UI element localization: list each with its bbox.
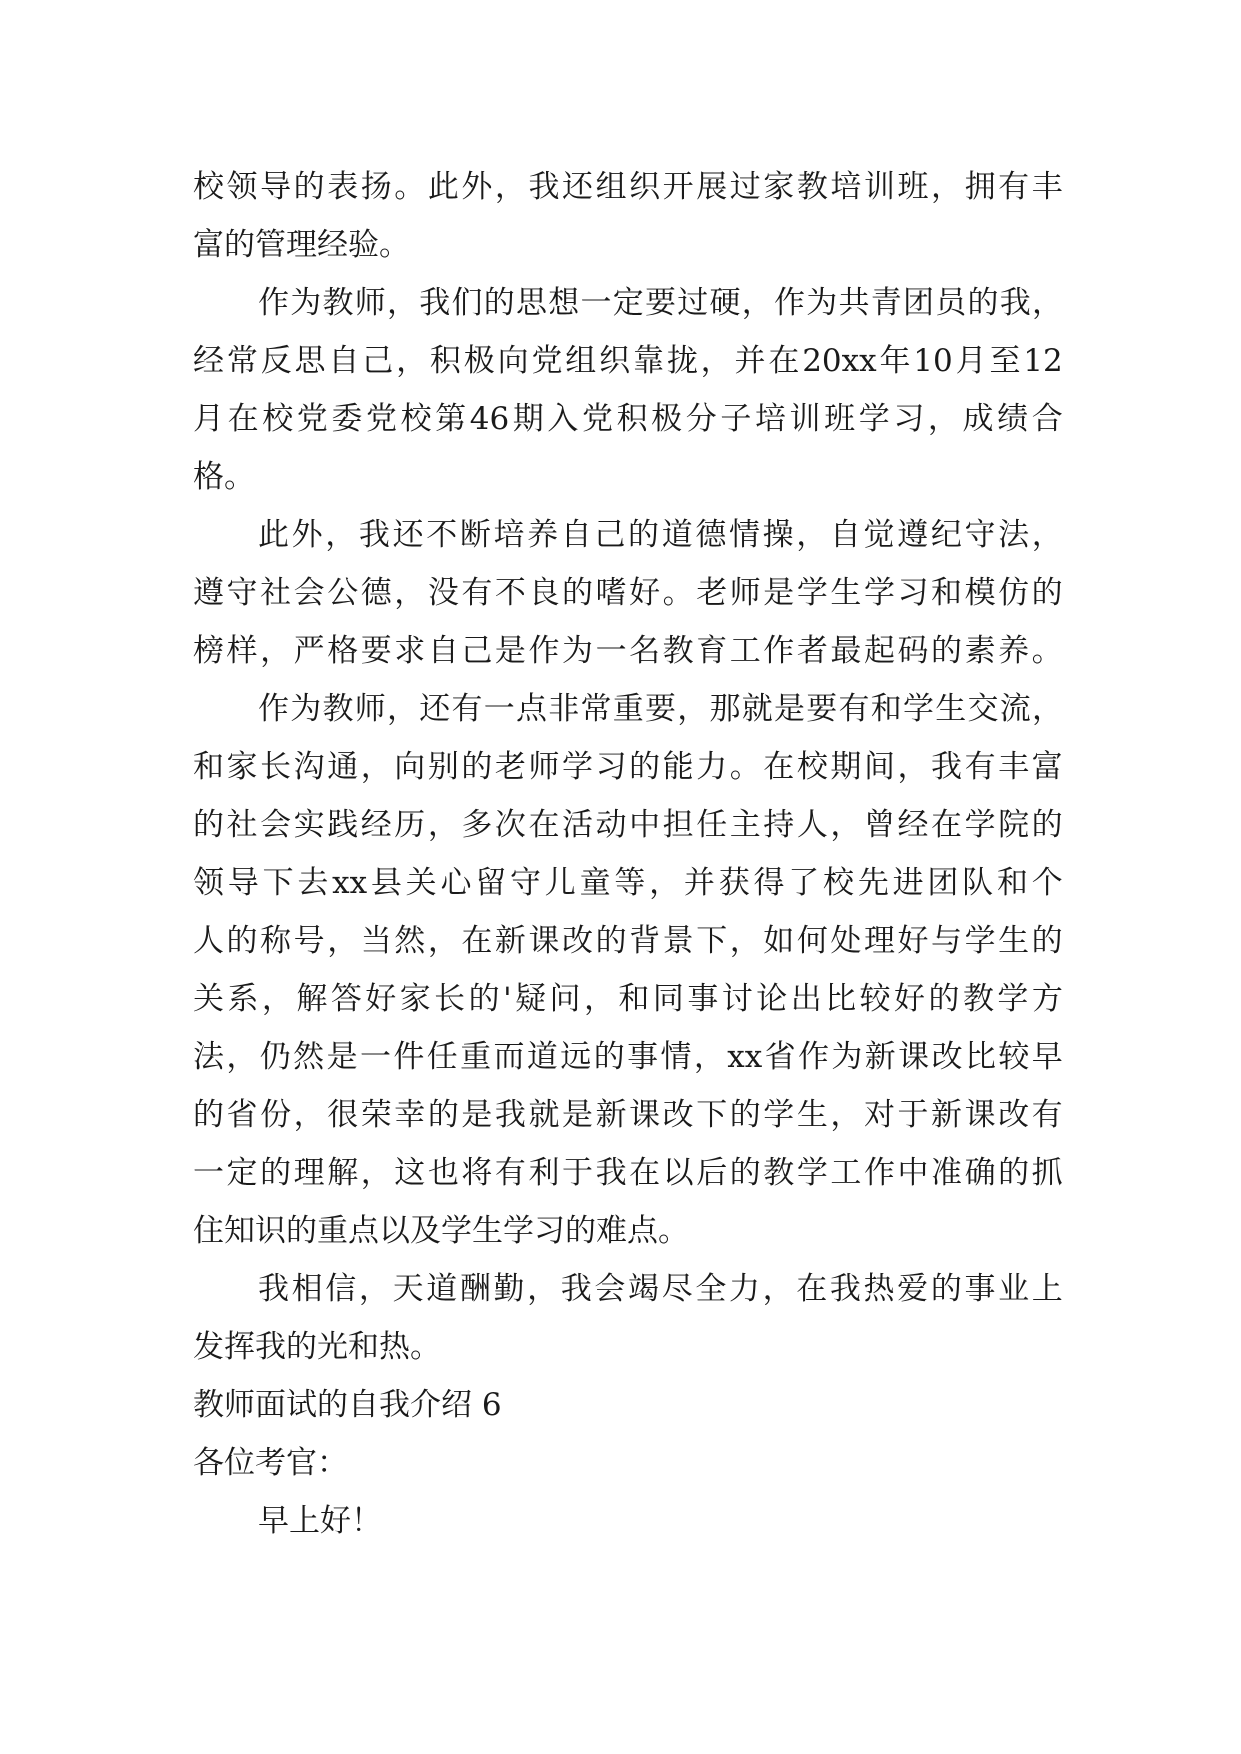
text-line: 的 社 会 实 践 经 历 ， 多 次 在 活 动 中 担 任 主 持 人 ， 曾 经 在 学 院 的 — [193, 807, 1063, 843]
text-line: 关 系 ， 解 答 好 家 长 的 ' 疑 问 ， 和 同 事 讨 论 出 比 较 好 的 教 学 方 — [193, 981, 1063, 1017]
text-line: 领 导 下 去 xx 县 关 心 留 守 儿 童 等 ， 并 获 得 了 校 先 进 团 队 和 个 — [193, 865, 1063, 901]
text-line: 此 外 ， 我 还 不 断 培 养 自 己 的 道 德 情 操 ， 自 觉 遵 纪 守 法 ， — [258, 517, 1063, 553]
text-line: 早上好！ — [258, 1503, 382, 1539]
text-line: 格。 — [193, 459, 255, 495]
text-line: 月 在 校 党 委 党 校 第 46 期 入 党 积 极 分 子 培 训 班 学 习 ， 成 绩 合 — [193, 401, 1063, 437]
text-line: 法 ， 仍 然 是 一 件 任 重 而 道 远 的 事 情 ， xx 省 作 为 新 课 改 比 较 早 — [193, 1039, 1063, 1075]
text-line: 一 定 的 理 解 ， 这 也 将 有 利 于 我 在 以 后 的 教 学 工 作 中 准 确 的 抓 — [193, 1155, 1063, 1191]
text-line: 富的管理经验。 — [193, 227, 410, 263]
text-line: 的 省 份 ， 很 荣 幸 的 是 我 就 是 新 课 改 下 的 学 生 ， 对 于 新 课 改 有 — [193, 1097, 1063, 1133]
text-line: 各位考官： — [193, 1445, 348, 1481]
text-line: 校 领 导 的 表 扬 。 此 外 ， 我 还 组 织 开 展 过 家 教 培 训 班 ， 拥 有 丰 — [193, 169, 1063, 205]
text-line: 作 为 教 师 ， 还 有 一 点 非 常 重 要 ， 那 就 是 要 有 和 学 生 交 流 ， — [258, 691, 1063, 727]
text-line: 经 常 反 思 自 己 ， 积 极 向 党 组 织 靠 拢 ， 并 在 20xx 年 10 月 至 12 — [193, 343, 1063, 379]
text-line: 我 相 信 ， 天 道 酬 勤 ， 我 会 竭 尽 全 力 ， 在 我 热 爱 的 事 业 上 — [258, 1271, 1063, 1307]
text-line: 和 家 长 沟 通 ， 向 别 的 老 师 学 习 的 能 力 。 在 校 期 间 ， 我 有 丰 富 — [193, 749, 1063, 785]
text-line: 作 为 教 师 ， 我 们 的 思 想 一 定 要 过 硬 ， 作 为 共 青 团 员 的 我 ， — [258, 285, 1063, 321]
text-line: 榜 样 ， 严 格 要 求 自 己 是 作 为 一 名 教 育 工 作 者 最 起 码 的 素 养 。 — [193, 633, 1063, 669]
text-line: 教师面试的自我介绍 6 — [193, 1387, 502, 1423]
text-line: 住知识的重点以及学生学习的难点。 — [193, 1213, 689, 1249]
text-line: 发挥我的光和热。 — [193, 1329, 441, 1365]
body-text — [193, 158, 1063, 1550]
text-line: 遵 守 社 会 公 德 ， 没 有 不 良 的 嗜 好 。 老 师 是 学 生 学 习 和 模 仿 的 — [193, 575, 1063, 611]
text-line: 人 的 称 号 ， 当 然 ， 在 新 课 改 的 背 景 下 ， 如 何 处 理 好 与 学 生 的 — [193, 923, 1063, 959]
